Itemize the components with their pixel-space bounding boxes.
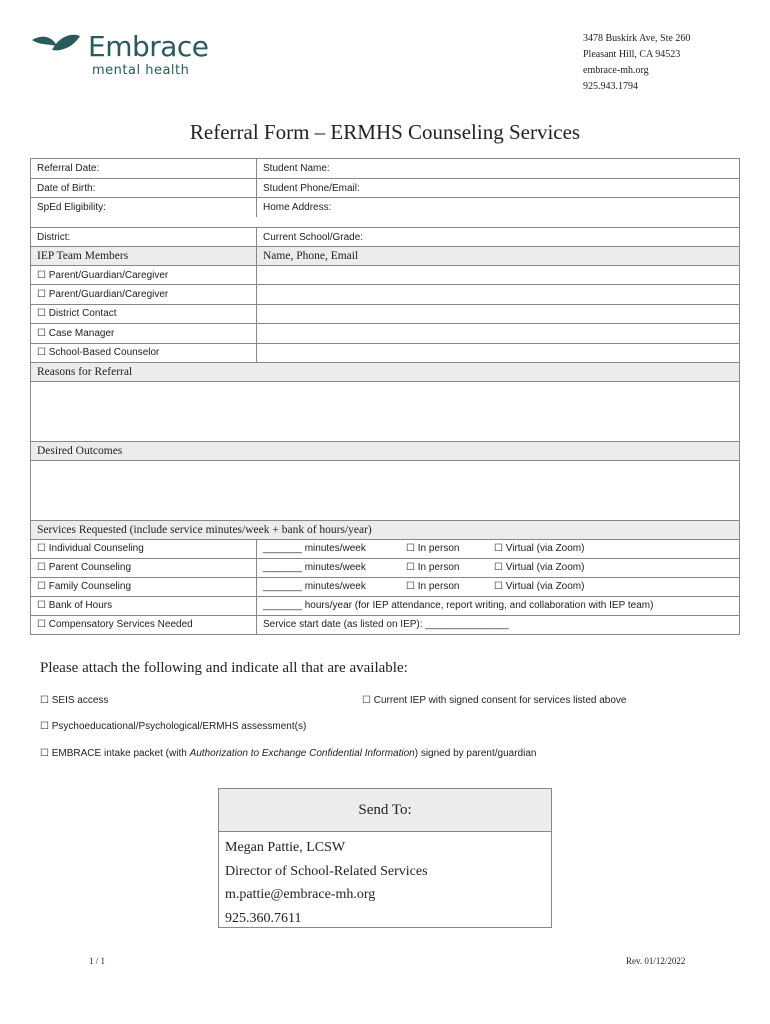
- compensatory-services-checkbox[interactable]: ☐ Compensatory Services Needed: [31, 616, 257, 634]
- service-start-date-field[interactable]: Service start date (as listed on IEP): _______________: [263, 619, 509, 631]
- services-requested-header: Services Requested (include service minutes/week + bank of hours/year): [31, 520, 739, 539]
- hours-per-year-field[interactable]: _______ hours/year (for IEP attendance, report writing, and collaboration with IEP team): [263, 600, 654, 612]
- date-of-birth-field[interactable]: Date of Birth:: [31, 179, 257, 197]
- logo-tagline: mental health: [92, 63, 190, 78]
- send-to-heading: Send To:: [219, 789, 551, 832]
- embrace-logo: [30, 30, 230, 80]
- iep-member-checkbox[interactable]: ☐ Parent/Guardian/Caregiver: [31, 285, 257, 303]
- iep-header-row: [31, 246, 739, 265]
- form-row: [31, 197, 739, 227]
- in-person-checkbox[interactable]: ☐ In person: [406, 562, 460, 574]
- bank-of-hours-checkbox[interactable]: ☐ Bank of Hours: [31, 597, 257, 615]
- psychoeducational-assessment-checkbox[interactable]: ☐ Psychoeducational/Psychological/ERMHS assessment(s): [40, 721, 307, 732]
- form-title: Referral Form – ERMHS Counseling Services: [189, 120, 581, 144]
- revision-date: Rev. 01/12/2022: [626, 956, 686, 966]
- name-phone-email-header: Name, Phone, Email: [263, 250, 359, 262]
- desired-outcomes-field[interactable]: [31, 460, 739, 520]
- intake-packet-text: ) signed by parent/guardian: [414, 748, 537, 759]
- iep-member-checkbox[interactable]: ☐ Parent/Guardian/Caregiver: [31, 266, 257, 284]
- district-field[interactable]: District:: [31, 228, 257, 246]
- iep-row: [31, 304, 739, 323]
- website-link[interactable]: embrace-mh.org: [583, 65, 649, 76]
- attachments-heading: Please attach the following and indicate all that are available:: [40, 660, 408, 676]
- send-to-contact: [219, 832, 551, 930]
- service-row: [31, 596, 739, 615]
- contact-email-link[interactable]: m.pattie@embrace-mh.org: [225, 887, 376, 902]
- student-name-field[interactable]: Student Name:: [263, 163, 330, 174]
- leaf-logo-icon: [30, 32, 82, 54]
- iep-row: [31, 265, 739, 284]
- virtual-checkbox[interactable]: ☐ Virtual (via Zoom): [494, 543, 585, 555]
- address-line: Pleasant Hill, CA 94523: [583, 49, 681, 60]
- referral-date-field[interactable]: Referral Date:: [31, 159, 257, 178]
- iep-member-checkbox[interactable]: ☐ District Contact: [31, 305, 257, 323]
- virtual-checkbox[interactable]: ☐ Virtual (via Zoom): [494, 562, 585, 574]
- service-checkbox[interactable]: ☐ Family Counseling: [31, 578, 257, 596]
- home-address-field[interactable]: Home Address:: [263, 202, 332, 213]
- iep-contact-field[interactable]: [257, 324, 739, 342]
- organization-address: [583, 31, 690, 95]
- form-row: [31, 227, 739, 246]
- minutes-per-week-field[interactable]: _______ minutes/week: [263, 562, 366, 574]
- student-phone-email-field[interactable]: Student Phone/Email:: [263, 182, 360, 194]
- contact-title: Director of School-Related Services: [225, 863, 428, 879]
- form-row: [31, 159, 739, 178]
- iep-row: [31, 323, 739, 342]
- form-row: [31, 178, 739, 197]
- authorization-form-name: Authorization to Exchange Confidential Information: [189, 748, 415, 759]
- address-line: 3478 Buskirk Ave, Ste 260: [583, 33, 691, 44]
- service-row: [31, 539, 739, 558]
- intake-packet-checkbox[interactable]: [40, 748, 536, 759]
- iep-contact-field[interactable]: [257, 305, 739, 323]
- service-row: [31, 615, 739, 634]
- contact-phone: 925.360.7611: [225, 910, 302, 926]
- iep-team-members-header: IEP Team Members: [31, 247, 257, 265]
- send-to-box: [218, 788, 552, 928]
- sped-eligibility-field[interactable]: SpEd Eligibility:: [31, 198, 257, 217]
- service-checkbox[interactable]: ☐ Individual Counseling: [31, 540, 257, 558]
- contact-name: Megan Pattie, LCSW: [225, 840, 346, 855]
- service-row: [31, 577, 739, 596]
- seis-access-checkbox[interactable]: ☐ SEIS access: [40, 695, 109, 706]
- referral-form-table: [30, 158, 740, 635]
- reasons-for-referral-header: Reasons for Referral: [31, 362, 739, 381]
- iep-contact-field[interactable]: [257, 285, 739, 303]
- in-person-checkbox[interactable]: ☐ In person: [406, 543, 460, 555]
- current-school-grade-field[interactable]: Current School/Grade:: [263, 231, 364, 243]
- phone-number: 925.943.1794: [583, 81, 638, 92]
- service-checkbox[interactable]: ☐ Parent Counseling: [31, 559, 257, 577]
- minutes-per-week-field[interactable]: _______ minutes/week: [263, 581, 366, 593]
- current-iep-checkbox[interactable]: ☐ Current IEP with signed consent for services listed above: [362, 695, 627, 706]
- logo-name: Embrace: [88, 30, 209, 63]
- iep-member-checkbox[interactable]: ☐ School-Based Counselor: [31, 344, 257, 362]
- service-row: [31, 558, 739, 577]
- virtual-checkbox[interactable]: ☐ Virtual (via Zoom): [494, 581, 585, 593]
- desired-outcomes-header: Desired Outcomes: [31, 441, 739, 460]
- iep-row: [31, 343, 739, 362]
- intake-packet-text: ☐ EMBRACE intake packet (with: [40, 748, 190, 759]
- iep-row: [31, 284, 739, 303]
- iep-contact-field[interactable]: [257, 266, 739, 284]
- page-number: 1 / 1: [89, 956, 106, 966]
- in-person-checkbox[interactable]: ☐ In person: [406, 581, 460, 593]
- iep-contact-field[interactable]: [257, 344, 739, 362]
- iep-member-checkbox[interactable]: ☐ Case Manager: [31, 324, 257, 342]
- reasons-for-referral-field[interactable]: [31, 381, 739, 441]
- minutes-per-week-field[interactable]: _______ minutes/week: [263, 543, 366, 555]
